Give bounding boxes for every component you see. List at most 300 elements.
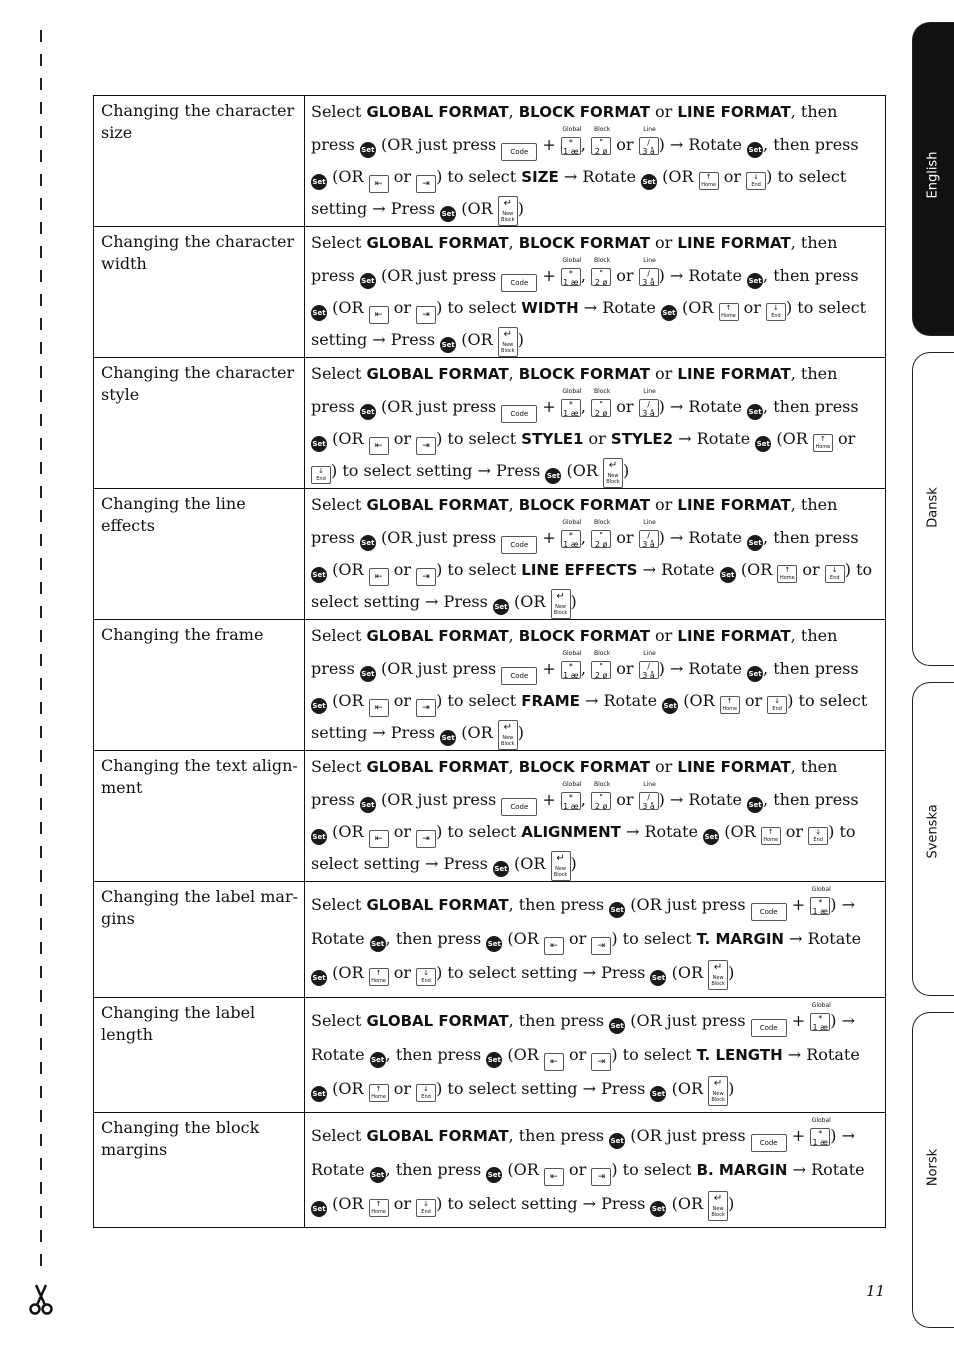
text: → [582, 1079, 596, 1098]
set-key-icon: Set [747, 273, 763, 289]
text: to select setting [447, 1194, 578, 1213]
text: (OR just press [630, 1126, 746, 1145]
text: (OR [683, 690, 715, 710]
text: (OR just press [380, 265, 497, 285]
tab-right-key-icon: ⇥ [416, 437, 436, 455]
number-key-icon: Line / 3 å [639, 137, 659, 155]
tab-right-key-icon: ⇥ [416, 699, 436, 717]
text: to select [447, 559, 517, 579]
row-label: Changing the character size [94, 96, 305, 227]
text: → [678, 428, 692, 448]
set-key-icon: Set [311, 174, 327, 190]
row-instructions: Select GLOBAL FORMAT, BLOCK FORMAT or LINE FORMAT, then press Set (OR just press Code + Global * 1 æ , Block " 2 ø or Line / 3 å ) → Rotate Set, then press Set (OR ⇤ or ⇥ ) to select SIZE → Rotate Set (OR ↑ Home or ↓ End ) to select setting → Press Set (OR ↵ New Block) [305, 96, 886, 227]
text: or [655, 102, 673, 121]
home-key-icon: ↑ Home [813, 434, 833, 452]
text: → [584, 690, 599, 710]
set-key-icon: Set [360, 666, 376, 682]
text: then press [395, 1160, 482, 1179]
set-key-icon: Set [662, 698, 678, 714]
text: or [616, 527, 634, 547]
text: → [841, 895, 855, 914]
end-key-icon: ↓ End [766, 303, 786, 321]
text: (OR [507, 1160, 539, 1179]
number-key-icon: Line / 3 å [639, 399, 659, 417]
text: or [655, 757, 673, 776]
text: press [311, 658, 355, 678]
tab-left-key-icon: ⇤ [544, 1168, 564, 1186]
number-key-icon: Block " 2 ø [591, 137, 611, 155]
row-label: Changing the character width [94, 227, 305, 358]
text: (OR [332, 559, 364, 579]
new-block-key-icon: ↵ New Block [498, 327, 518, 357]
number-key-icon: Block " 2 ø [591, 399, 611, 417]
text: to select setting [311, 821, 856, 873]
text: → [583, 297, 598, 317]
text: or [393, 166, 411, 186]
table-row [94, 489, 886, 620]
text: or [837, 428, 856, 448]
number-key-icon: Global * 1 æ [562, 780, 582, 811]
tab-left-key-icon: ⇤ [369, 437, 389, 455]
text: or [616, 396, 634, 416]
text: Select [311, 364, 362, 383]
text: then press [518, 1126, 605, 1145]
text: Select [311, 1011, 362, 1030]
home-key-icon: ↑ Home [369, 968, 389, 986]
set-key-icon: Set [609, 1133, 625, 1149]
text: → [669, 265, 684, 285]
text: then [800, 626, 838, 645]
text: Press [390, 723, 436, 742]
text: (OR just press [630, 1011, 746, 1030]
set-key-icon: Set [311, 698, 327, 714]
new-block-key-icon: ↵ New Block [551, 851, 571, 881]
text: → [372, 330, 386, 349]
text: (OR just press [380, 134, 497, 154]
set-key-icon: Set [747, 142, 763, 158]
text: (OR [740, 559, 773, 579]
new-block-key-icon: ↵ New Block [708, 1191, 728, 1221]
text: → [372, 723, 386, 742]
text: (OR [507, 1045, 539, 1064]
row-instructions: Select GLOBAL FORMAT, then press Set (OR just press Code + Global * 1 æ ) → Rotate Set, then press Set (OR ⇤ or ⇥ ) to select T. LENGTH → Rotate Set (OR ↑ Home or ↓ End ) to select setting → Press Set (OR ↵ New Block) [305, 998, 886, 1113]
text: Select [311, 757, 362, 776]
text: + [542, 789, 556, 809]
text: Rotate [806, 1045, 860, 1064]
bold-term: GLOBAL FORMAT [366, 234, 509, 252]
text: → [625, 821, 640, 841]
tab-right-key-icon: ⇥ [416, 306, 436, 324]
number-key-icon: Block " 2 ø [591, 530, 611, 548]
tab-right-key-icon: ⇥ [591, 937, 611, 955]
text: Rotate [311, 1045, 365, 1064]
text: Press [390, 199, 436, 218]
number-key-icon: Global * 1 æ [562, 518, 582, 549]
set-key-icon: Set [360, 404, 376, 420]
text: press [311, 789, 355, 809]
end-key-icon: ↓ End [416, 1199, 436, 1217]
bold-term: LINE FORMAT [677, 365, 791, 383]
table-row [94, 620, 886, 751]
text: (OR [332, 166, 364, 186]
text: → [841, 1126, 855, 1145]
code-key-icon: Code [501, 405, 537, 423]
set-key-icon: Set [311, 1086, 327, 1102]
text: press [311, 527, 355, 547]
set-key-icon: Set [641, 174, 657, 190]
text: → [669, 658, 684, 678]
code-key-icon: Code [501, 536, 537, 554]
home-key-icon: ↑ Home [761, 827, 781, 845]
end-key-icon: ↓ End [746, 172, 766, 190]
text: or [393, 1079, 411, 1098]
set-key-icon: Set [486, 1052, 502, 1068]
code-key-icon: Code [751, 903, 787, 921]
table-row [94, 751, 886, 882]
text: → [841, 1011, 855, 1030]
target-setting: ALIGNMENT [521, 822, 621, 841]
page-number: 11 [866, 1282, 886, 1300]
text: (OR [671, 963, 703, 982]
bold-term: BLOCK FORMAT [518, 496, 650, 514]
tab-dansk-label: Dansk [925, 487, 941, 528]
text: (OR [332, 1194, 364, 1213]
text: Press [443, 854, 488, 873]
text: → [792, 1160, 806, 1179]
text: then press [773, 265, 859, 285]
table-row [94, 998, 886, 1113]
text: Rotate [688, 134, 742, 154]
bold-term: GLOBAL FORMAT [366, 103, 509, 121]
new-block-key-icon: ↵ New Block [498, 196, 518, 226]
number-key-icon: Block " 2 ø [591, 792, 611, 810]
set-key-icon: Set [360, 797, 376, 813]
bold-term: BLOCK FORMAT [518, 103, 650, 121]
text: then [800, 364, 838, 383]
target-setting: T. LENGTH [696, 1046, 783, 1064]
text: + [791, 1126, 806, 1145]
text: + [791, 1011, 806, 1030]
row-instructions: Select GLOBAL FORMAT, BLOCK FORMAT or LINE FORMAT, then press Set (OR just press Code + Global * 1 æ , Block " 2 ø or Line / 3 å ) → Rotate Set, then press Set (OR ⇤ or ⇥ ) to select STYLE1 or STYLE2 → Rotate Set (OR ↑ Home or ↓ End ) to select setting → Press Set (OR ↵ New Block) [305, 358, 886, 489]
text: Rotate [661, 559, 715, 579]
bold-term: GLOBAL FORMAT [366, 1127, 509, 1145]
text: (OR just press [630, 895, 746, 914]
text: (OR [671, 1194, 703, 1213]
new-block-key-icon: ↵ New Block [498, 720, 518, 750]
set-key-icon: Set [370, 1167, 386, 1183]
text: (OR just press [380, 789, 497, 809]
set-key-icon: Set [311, 970, 327, 986]
text: press [311, 265, 355, 285]
set-key-icon: Set [747, 666, 763, 682]
text: to select setting [311, 559, 873, 611]
text: to select [447, 690, 517, 710]
row-instructions: Select GLOBAL FORMAT, then press Set (OR just press Code + Global * 1 æ ) → Rotate Set, then press Set (OR ⇤ or ⇥ ) to select B. MARGIN → Rotate Set (OR ↑ Home or ↓ End ) to select setting → Press Set (OR ↵ New Block) [305, 1113, 886, 1228]
tab-right-key-icon: ⇥ [591, 1168, 611, 1186]
text: Rotate [582, 166, 636, 186]
text: Select [311, 895, 362, 914]
text: or [655, 495, 673, 514]
row-label: Changing the frame [94, 620, 305, 751]
home-key-icon: ↑ Home [777, 565, 797, 583]
set-key-icon: Set [360, 142, 376, 158]
text: or [655, 364, 673, 383]
tab-left-key-icon: ⇤ [544, 1053, 564, 1071]
text: or [393, 1194, 411, 1213]
text: Rotate [688, 789, 742, 809]
home-key-icon: ↑ Home [699, 172, 719, 190]
number-key-icon: Global * 1 æ [562, 256, 582, 287]
bold-term: GLOBAL FORMAT [366, 1012, 509, 1030]
number-key-icon: Global * 1 æ [562, 125, 582, 156]
row-label: Changing the text align-ment [94, 751, 305, 882]
text: to select setting [311, 297, 867, 349]
end-key-icon: ↓ End [767, 696, 787, 714]
target-setting: LINE EFFECTS [521, 560, 638, 579]
new-block-key-icon: ↵ New Block [708, 1076, 728, 1106]
text: Rotate [811, 1160, 865, 1179]
text: Press [601, 1194, 646, 1213]
text: then press [395, 929, 482, 948]
tab-left-key-icon: ⇤ [369, 568, 389, 586]
text: → [425, 854, 439, 873]
text: or [393, 297, 411, 317]
text: Rotate [644, 821, 699, 841]
set-key-icon: Set [747, 404, 763, 420]
text: Rotate [688, 527, 742, 547]
set-key-icon: Set [370, 1052, 386, 1068]
end-key-icon: ↓ End [825, 565, 845, 583]
set-key-icon: Set [755, 436, 771, 452]
text: + [542, 527, 556, 547]
text: or [616, 134, 634, 154]
tab-right-key-icon: ⇥ [591, 1053, 611, 1071]
code-key-icon: Code [501, 667, 537, 685]
set-key-icon: Set [311, 829, 327, 845]
set-key-icon: Set [486, 936, 502, 952]
text: or [393, 821, 411, 841]
text: (OR [671, 1079, 703, 1098]
text: (OR [332, 1079, 364, 1098]
set-key-icon: Set [650, 1086, 666, 1102]
set-key-icon: Set [360, 535, 376, 551]
text: Rotate [311, 929, 365, 948]
set-key-icon: Set [720, 567, 736, 583]
number-key-icon: Line / 3 å [639, 661, 659, 679]
text: → [669, 789, 684, 809]
text: → [372, 199, 386, 218]
tab-english-label: English [925, 151, 941, 199]
set-key-icon: Set [360, 273, 376, 289]
text: or [393, 690, 411, 710]
set-key-icon: Set [545, 468, 561, 484]
number-key-icon: Block " 2 ø [591, 661, 611, 679]
text: Select [311, 495, 362, 514]
row-label: Changing the label length [94, 998, 305, 1113]
set-key-icon: Set [609, 1018, 625, 1034]
bold-term: GLOBAL FORMAT [366, 627, 509, 645]
end-key-icon: ↓ End [808, 827, 828, 845]
table-row [94, 1113, 886, 1228]
bold-term: BLOCK FORMAT [518, 758, 650, 776]
text: → [669, 396, 684, 416]
bold-term: GLOBAL FORMAT [366, 496, 509, 514]
text: (OR [507, 929, 539, 948]
number-key-icon: Line / 3 å [639, 530, 659, 548]
text: or [785, 821, 804, 841]
new-block-key-icon: ↵ New Block [603, 458, 623, 488]
row-label: Changing the block margins [94, 1113, 305, 1228]
instruction-table [93, 95, 886, 1228]
text: or [616, 789, 634, 809]
target-setting: T. MARGIN [696, 930, 784, 948]
row-label: Changing the character style [94, 358, 305, 489]
text: → [787, 1045, 802, 1064]
text: → [642, 559, 656, 579]
tab-left-key-icon: ⇤ [544, 937, 564, 955]
tab-left-key-icon: ⇤ [369, 306, 389, 324]
bold-term: GLOBAL FORMAT [366, 758, 509, 776]
code-key-icon: Code [751, 1134, 787, 1152]
text: (OR [724, 821, 756, 841]
row-instructions: Select GLOBAL FORMAT, then press Set (OR just press Code + Global * 1 æ ) → Rotate Set, then press Set (OR ⇤ or ⇥ ) to select T. MARGIN → Rotate Set (OR ↑ Home or ↓ End ) to select setting → Press Set (OR ↵ New Block) [305, 882, 886, 998]
text: → [563, 166, 578, 186]
text: or [393, 963, 411, 982]
text: then press [773, 527, 859, 547]
text: Press [443, 592, 488, 611]
text: → [582, 1194, 596, 1213]
text: Select [311, 626, 362, 645]
text: then press [773, 396, 859, 416]
tab-right-key-icon: ⇥ [416, 830, 436, 848]
text: to select setting [311, 690, 868, 742]
text: Rotate [688, 658, 742, 678]
text: or [568, 1160, 587, 1179]
text: to select setting [342, 461, 473, 480]
target-setting: B. MARGIN [696, 1161, 788, 1179]
text: to select [622, 929, 692, 948]
text: then press [395, 1045, 482, 1064]
bold-term: BLOCK FORMAT [518, 365, 650, 383]
text: to select [447, 166, 517, 186]
set-key-icon: Set [370, 936, 386, 952]
set-key-icon: Set [747, 535, 763, 551]
home-key-icon: ↑ Home [369, 1199, 389, 1217]
text: Rotate [807, 929, 862, 948]
text: or [393, 428, 411, 448]
text: Press [601, 1079, 646, 1098]
text: to select [447, 821, 517, 841]
number-key-icon: Global * 1 æ [811, 1117, 831, 1147]
row-instructions: Select GLOBAL FORMAT, BLOCK FORMAT or LINE FORMAT, then press Set (OR just press Code + Global * 1 æ , Block " 2 ø or Line / 3 å ) → Rotate Set, then press Set (OR ⇤ or ⇥ ) to select FRAME → Rotate Set (OR ↑ Home or ↓ End ) to select setting → Press Set (OR ↵ New Block) [305, 620, 886, 751]
set-key-icon: Set [747, 797, 763, 813]
text: or [616, 658, 634, 678]
text: then [800, 233, 838, 252]
number-key-icon: Block " 2 ø [591, 268, 611, 286]
text: (OR [332, 963, 364, 982]
text: (OR [461, 723, 493, 742]
end-key-icon: ↓ End [416, 1084, 436, 1102]
scissors-icon [26, 1282, 56, 1316]
tab-svenska-label: Svenska [925, 804, 941, 859]
text: + [542, 134, 556, 154]
code-key-icon: Code [501, 274, 537, 292]
home-key-icon: ↑ Home [719, 303, 739, 321]
target-setting: STYLE1 [521, 429, 584, 448]
text: (OR [514, 592, 546, 611]
bold-term: LINE FORMAT [677, 627, 791, 645]
row-instructions: Select GLOBAL FORMAT, BLOCK FORMAT or LINE FORMAT, then press Set (OR just press Code + Global * 1 æ , Block " 2 ø or Line / 3 å ) → Rotate Set, then press Set (OR ⇤ or ⇥ ) to select LINE EFFECTS → Rotate Set (OR ↑ Home or ↓ End ) to select setting → Press Set (OR ↵ New Block) [305, 489, 886, 620]
new-block-key-icon: ↵ New Block [708, 960, 728, 990]
text: or [588, 428, 606, 448]
code-key-icon: Code [501, 798, 537, 816]
tab-left-key-icon: ⇤ [369, 830, 389, 848]
set-key-icon: Set [703, 829, 719, 845]
text: to select [622, 1045, 692, 1064]
new-block-key-icon: ↵ New Block [551, 589, 571, 619]
text: Press [390, 330, 436, 349]
set-key-icon: Set [440, 337, 456, 353]
set-key-icon: Set [311, 436, 327, 452]
text: to select [447, 297, 517, 317]
text: (OR just press [380, 527, 497, 547]
row-label: Changing the label mar-gins [94, 882, 305, 998]
table-row [94, 227, 886, 358]
bold-term: LINE FORMAT [677, 496, 791, 514]
set-key-icon: Set [486, 1167, 502, 1183]
set-key-icon: Set [650, 970, 666, 986]
text: (OR [332, 297, 364, 317]
text: (OR [461, 199, 493, 218]
text: or [802, 559, 820, 579]
tab-right-key-icon: ⇥ [416, 175, 436, 193]
text: then press [773, 658, 859, 678]
cut-line [40, 30, 43, 1285]
text: or [655, 233, 673, 252]
table-row [94, 358, 886, 489]
text: Rotate [602, 297, 656, 317]
text: Press [496, 461, 541, 480]
target-setting: STYLE2 [610, 429, 674, 448]
text: Select [311, 102, 362, 121]
text: (OR [682, 297, 714, 317]
code-key-icon: Code [501, 143, 537, 161]
row-instructions: Select GLOBAL FORMAT, BLOCK FORMAT or LINE FORMAT, then press Set (OR just press Code + Global * 1 æ , Block " 2 ø or Line / 3 å ) → Rotate Set, then press Set (OR ⇤ or ⇥ ) to select ALIGNMENT → Rotate Set (OR ↑ Home or ↓ End ) to select setting → Press Set (OR ↵ New Block) [305, 751, 886, 882]
set-key-icon: Set [440, 206, 456, 222]
bold-term: BLOCK FORMAT [518, 234, 650, 252]
tab-left-key-icon: ⇤ [369, 175, 389, 193]
text: (OR [566, 461, 598, 480]
home-key-icon: ↑ Home [720, 696, 740, 714]
text: or [743, 297, 761, 317]
tab-left-key-icon: ⇤ [369, 699, 389, 717]
number-key-icon: Global * 1 æ [811, 886, 831, 916]
text: Rotate [603, 690, 658, 710]
text: + [542, 658, 556, 678]
set-key-icon: Set [650, 1201, 666, 1217]
text: → [425, 592, 439, 611]
text: → [669, 527, 684, 547]
set-key-icon: Set [609, 902, 625, 918]
target-setting: WIDTH [521, 298, 579, 317]
tab-right-key-icon: ⇥ [416, 568, 436, 586]
text: → [789, 929, 803, 948]
text: to select [447, 428, 517, 448]
text: Rotate [688, 265, 742, 285]
text: to select [622, 1160, 692, 1179]
text: or [568, 929, 587, 948]
set-key-icon: Set [440, 730, 456, 746]
